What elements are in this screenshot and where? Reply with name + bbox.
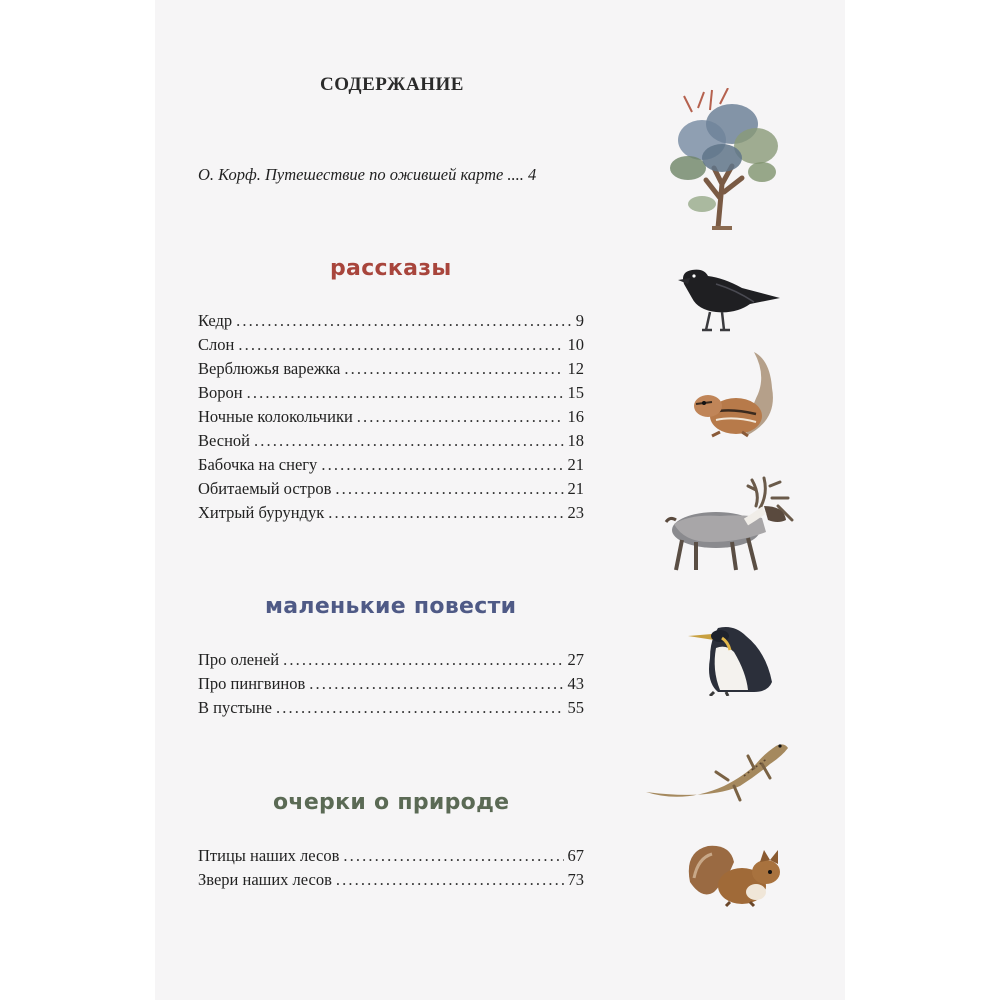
intro-entry: О. Корф. Путешествие по ожившей карте .... 4: [198, 165, 537, 184]
entry-title: Птицы наших лесов: [198, 846, 340, 865]
dot-leader: [238, 335, 563, 355]
entry-title: Слон: [198, 335, 235, 354]
entry-title: Обитаемый остров: [198, 479, 332, 498]
page-title: СОДЕРЖАНИЕ: [320, 74, 464, 95]
entry-title: Весной: [198, 431, 250, 450]
entry-page: 12: [567, 359, 584, 378]
entry-title: В пустыне: [198, 698, 272, 717]
toc-entry: [198, 383, 584, 405]
toc-entry: [198, 335, 584, 357]
entry-title: Бабочка на снегу: [198, 455, 318, 474]
dot-leader: [283, 650, 563, 670]
entry-page: 21: [567, 479, 584, 498]
section-heading-nature-essays: очерки о природе: [273, 790, 510, 815]
dot-leader: [309, 674, 563, 694]
entry-page: 9: [575, 311, 584, 330]
entry-title: Кедр: [198, 311, 233, 330]
toc-entry: [198, 503, 584, 525]
entry-title: Верблюжья варежка: [198, 359, 341, 378]
section-heading-stories: рассказы: [330, 256, 452, 281]
toc-entry: [198, 674, 584, 696]
dot-leader: [276, 698, 564, 718]
entry-title: Хитрый бурундук: [198, 503, 325, 522]
dot-leader: [236, 311, 572, 331]
toc-entry: [198, 455, 584, 477]
toc-entry: [198, 311, 584, 333]
toc-entry: [198, 698, 584, 720]
entry-page: 55: [567, 698, 584, 717]
entry-title: Ночные колокольчики: [198, 407, 353, 426]
dot-leader: [321, 455, 563, 475]
entry-page: 15: [567, 383, 584, 402]
entry-page: 67: [567, 846, 584, 865]
entry-title: Про пингвинов: [198, 674, 306, 693]
entry-title: Ворон: [198, 383, 243, 402]
toc-entry: [198, 650, 584, 672]
entry-title: Про оленей: [198, 650, 280, 669]
raven-icon: [676, 262, 782, 336]
entry-page: 73: [567, 870, 584, 889]
entry-page: 18: [567, 431, 584, 450]
toc-entry: [198, 870, 584, 892]
squirrel-icon: [684, 842, 788, 908]
entry-page: 16: [567, 407, 584, 426]
toc-entry: [198, 407, 584, 429]
toc-entry: [198, 431, 584, 453]
dot-leader: [254, 431, 564, 451]
entry-page: 10: [567, 335, 584, 354]
dot-leader: [344, 359, 563, 379]
toc-entry: [198, 359, 584, 381]
toc-entry: [198, 479, 584, 501]
section-heading-short-novels: маленькие повести: [265, 594, 517, 619]
entry-page: 43: [567, 674, 584, 693]
dot-leader: [343, 846, 563, 866]
dot-leader: [247, 383, 564, 403]
entry-page: 21: [567, 455, 584, 474]
entry-title: Звери наших лесов: [198, 870, 332, 889]
lizard-icon: [644, 734, 790, 804]
cedar-tree-icon: [662, 88, 788, 230]
reindeer-icon: [660, 476, 798, 572]
dot-leader: [335, 479, 563, 499]
chipmunk-icon: [690, 350, 780, 440]
toc-entry: [198, 846, 584, 868]
penguin-icon: [684, 622, 776, 696]
dot-leader: [328, 503, 563, 523]
entry-page: 23: [567, 503, 584, 522]
dot-leader: [357, 407, 564, 427]
entry-page: 27: [567, 650, 584, 669]
dot-leader: [336, 870, 564, 890]
